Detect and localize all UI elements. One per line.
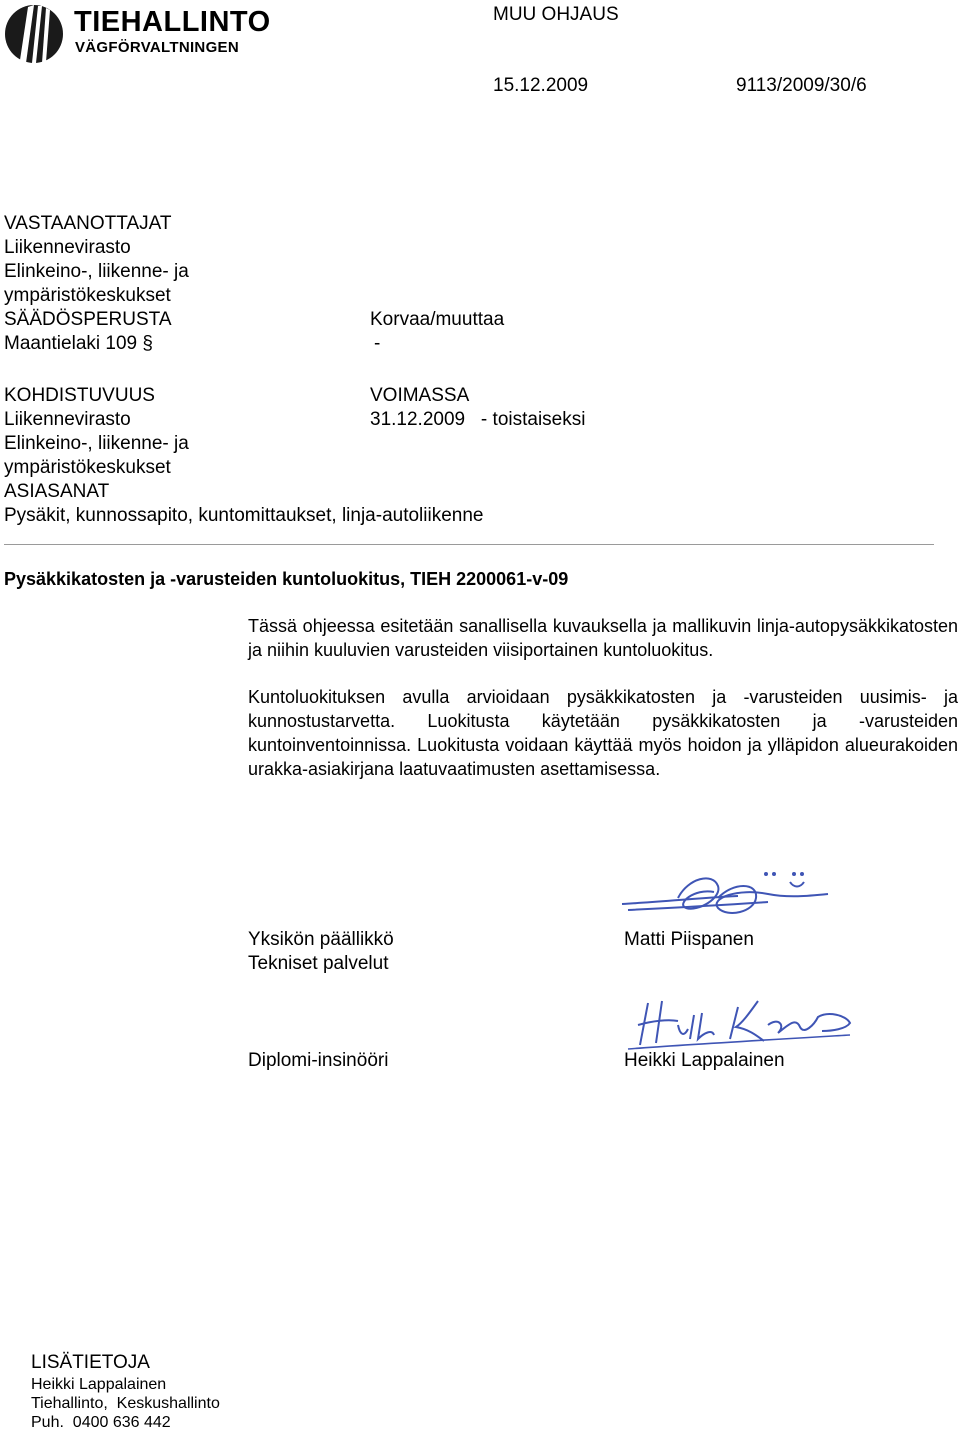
signer2-title: Diplomi-insinööri: [248, 1050, 389, 1071]
signer1-title: Yksikön päällikkö: [248, 929, 394, 950]
signature-heikki-lappalainen: [618, 995, 858, 1055]
scope-line: Elinkeino-, liikenne- ja: [4, 433, 189, 454]
doc-date: 15.12.2009: [493, 75, 589, 96]
keywords-value: Pysäkit, kunnossapito, kuntomittaukset, linja-autoliikenne: [4, 505, 484, 526]
doc-type: MUU OHJAUS: [493, 4, 619, 25]
tiehallinto-logo: [4, 2, 271, 66]
validity-label: VOIMASSA: [370, 385, 470, 406]
divider: [4, 544, 934, 545]
contact-line: Heikki Lappalainen: [31, 1376, 167, 1393]
scope-line: Liikennevirasto: [4, 409, 131, 430]
scope-label: KOHDISTUVUUS: [4, 385, 155, 406]
validity-value: 31.12.2009 - toistaiseksi: [370, 409, 586, 430]
contact-label: LISÄTIETOJA: [31, 1352, 150, 1373]
legal-basis-label: SÄÄDÖSPERUSTA: [4, 309, 172, 330]
body-paragraph-2: Kuntoluokituksen avulla arvioidaan pysäkkikatosten ja -varusteiden uusimis- ja kunnostustarvetta. Luokitusta käytetään pysäkkikatosten ja -varusteiden kuntoinventoinnissa. Luokitusta voidaan käyttää myös hoidon ja ylläpidon alueurakoiden urakka-asiakirjana laatuvaatimusten asettamisessa.: [248, 687, 958, 779]
recipient-line: Elinkeino-, liikenne- ja: [4, 261, 189, 282]
body-paragraph-1: Tässä ohjeessa esitetään sanallisella kuvauksella ja mallikuvin linja-autopysäkkikatosten ja niihin kuuluvien varusteiden viisiportainen kuntoluokitus.: [248, 616, 958, 660]
replaces-value: -: [374, 333, 381, 354]
logo-mark-icon: [4, 2, 64, 66]
recipient-line: Liikennevirasto: [4, 237, 131, 258]
scope-line: ympäristökeskukset: [4, 457, 171, 478]
recipient-line: ympäristökeskukset: [4, 285, 171, 306]
contact-phone: Puh. 0400 636 442: [31, 1414, 171, 1431]
recipients-label: VASTAANOTTAJAT: [4, 213, 172, 234]
replaces-label: Korvaa/muuttaa: [370, 309, 505, 330]
legal-basis-value: Maantielaki 109 §: [4, 333, 153, 354]
signature-matti-piispanen: [618, 868, 848, 928]
logo-text-secondary: VÄGFÖRVALTNINGEN: [75, 39, 239, 56]
signer2-name: Heikki Lappalainen: [624, 1050, 785, 1071]
signer1-name: Matti Piispanen: [624, 929, 754, 950]
keywords-label: ASIASANAT: [4, 481, 110, 502]
doc-reference: 9113/2009/30/6: [736, 75, 867, 96]
signer1-unit: Tekniset palvelut: [248, 953, 389, 974]
contact-line: Tiehallinto, Keskushallinto: [31, 1395, 220, 1412]
logo-text-primary: TIEHALLINTO: [74, 6, 271, 38]
document-title: Pysäkkikatosten ja -varusteiden kuntoluokitus, TIEH 2200061-v-09: [4, 569, 569, 589]
